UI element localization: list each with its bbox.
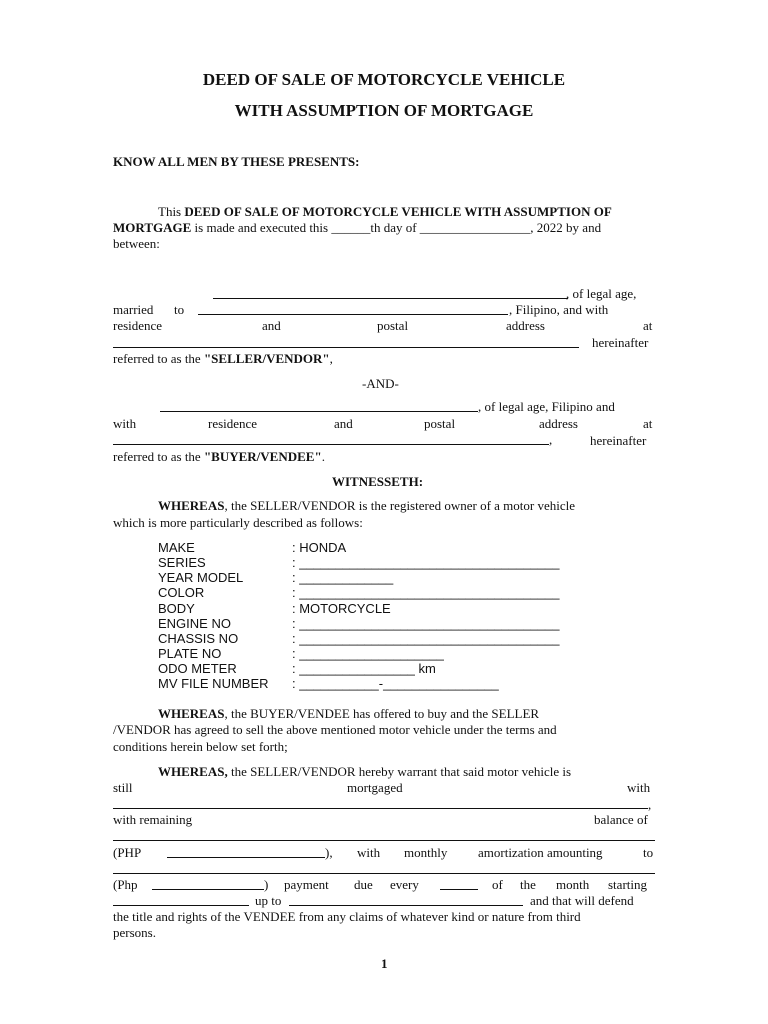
seller-referred-text: referred to as the <box>113 351 204 366</box>
w3-php-close: ), <box>325 845 333 860</box>
w3-mortgaged: mortgaged <box>347 780 403 795</box>
w3-php-open: (PHP <box>113 845 142 860</box>
doc-title-line1: DEED OF SALE OF MOTORCYCLE VEHICLE <box>202 70 566 89</box>
para1-bold2: MORTGAGE <box>113 220 192 235</box>
due-day-blank <box>440 889 478 890</box>
vehicle-label: ENGINE NO <box>158 616 231 631</box>
vehicle-value: : ____________________________________ <box>292 631 560 646</box>
seller-at: at <box>643 318 653 333</box>
w3-balance-of: balance of <box>594 812 648 827</box>
balance-words-blank <box>113 840 655 841</box>
spouse-name-blank <box>198 314 508 315</box>
seller-comma: , <box>329 351 333 366</box>
seller-address-blank <box>113 347 579 348</box>
w3-due: due <box>354 877 373 892</box>
and-separator: -AND- <box>362 376 399 391</box>
vehicle-label: COLOR <box>158 585 205 600</box>
w3-the: the <box>520 877 536 892</box>
w3-every: every <box>390 877 419 892</box>
para1-lead: This <box>158 204 185 219</box>
whereas3-rest: the SELLER/VENDOR hereby warrant that said motor vehicle is <box>227 764 572 779</box>
w3-line10: the title and rights of the VENDEE from any claims of whatever kind or nature from third <box>113 909 581 924</box>
seller-line2-end: , Filipino, and with <box>509 302 609 317</box>
para1-bold: DEED OF SALE OF MOTORCYCLE VEHICLE WITH ASSUMPTION OF <box>184 204 612 219</box>
w3-php2-close: ) <box>264 877 269 892</box>
w3-line11: persons. <box>113 925 156 940</box>
seller-residence: residence <box>113 318 163 333</box>
vehicle-value: : ____________________ <box>292 646 444 661</box>
seller-address: address <box>506 318 545 333</box>
whereas1-rest: , the SELLER/VENDOR is the registered owner of a motor vehicle <box>224 498 576 513</box>
buyer-period: . <box>321 449 325 464</box>
buyer-role: "BUYER/VENDEE" <box>203 449 322 464</box>
w3-month: month <box>556 877 590 892</box>
whereas3-bold: WHEREAS, <box>158 764 228 779</box>
seller-and: and <box>262 318 281 333</box>
seller-name-blank <box>213 298 568 299</box>
whereas2-bold: WHEREAS <box>158 706 225 721</box>
buyer-address: address <box>539 416 578 431</box>
vehicle-value: : ____________________________________ <box>292 585 560 600</box>
whereas1-bold: WHEREAS <box>158 498 225 513</box>
w3-comma: , <box>648 797 652 812</box>
para1-line1 <box>158 204 612 220</box>
whereas2-rest: , the BUYER/VENDEE has offered to buy and the SELLER <box>224 706 540 721</box>
seller-role: "SELLER/VENDOR" <box>203 351 330 366</box>
balance-amount-blank <box>167 857 325 858</box>
buyer-referred <box>113 449 325 465</box>
seller-referred <box>113 351 333 367</box>
mortgagee-blank <box>113 808 648 809</box>
buyer-address-blank <box>113 444 549 445</box>
seller-married: married <box>113 302 154 317</box>
vehicle-value: : ___________-________________ <box>292 676 499 691</box>
vehicle-label: ODO METER <box>158 661 237 676</box>
buyer-and: and <box>334 416 353 431</box>
amortization-words-blank <box>113 873 655 874</box>
vehicle-label: PLATE NO <box>158 646 222 661</box>
w3-payment: payment <box>284 877 329 892</box>
vehicle-value: : ________________ km <box>292 661 436 676</box>
vehicle-label: SERIES <box>158 555 206 570</box>
vehicle-value: : MOTORCYCLE <box>292 601 391 616</box>
w3-still: still <box>113 780 133 795</box>
para1-line2 <box>113 220 601 236</box>
start-date-blank <box>113 905 249 906</box>
vehicle-label: MV FILE NUMBER <box>158 676 269 691</box>
w3-with-remaining: with remaining <box>113 812 193 827</box>
seller-line1-end: , of legal age, <box>566 286 637 301</box>
vehicle-value: : _____________ <box>292 570 394 585</box>
vehicle-label: CHASSIS NO <box>158 631 239 646</box>
buyer-name-blank <box>160 411 478 412</box>
buyer-referred-text: referred to as the <box>113 449 204 464</box>
whereas1-line1 <box>158 498 575 514</box>
seller-to: to <box>174 302 185 317</box>
whereas2-line3: conditions herein below set forth; <box>113 739 288 754</box>
w3-starting: starting <box>608 877 647 892</box>
buyer-with: with <box>113 416 137 431</box>
page-number: 1 <box>381 956 388 971</box>
doc-title-line2: WITH ASSUMPTION OF MORTGAGE <box>234 101 534 120</box>
buyer-comma: , <box>549 432 553 447</box>
para1-rest: is made and executed this ______th day of _________________, 2022 by and <box>191 220 602 235</box>
w3-to: to <box>643 845 654 860</box>
buyer-at: at <box>643 416 653 431</box>
w3-php2-open: (Php <box>113 877 138 892</box>
whereas2-line2: /VENDOR has agreed to sell the above mentioned motor vehicle under the terms and <box>113 722 557 737</box>
seller-postal: postal <box>377 318 409 333</box>
intro-heading: KNOW ALL MEN BY THESE PRESENTS: <box>113 154 360 169</box>
seller-hereinafter: hereinafter <box>592 335 649 350</box>
amortization-amount-blank <box>152 889 264 890</box>
vehicle-label: YEAR MODEL <box>158 570 244 585</box>
whereas1-line2: which is more particularly described as follows: <box>113 515 363 530</box>
w3-with: with <box>627 780 651 795</box>
vehicle-value: : HONDA <box>292 540 347 555</box>
whereas2-line1 <box>158 706 539 722</box>
w3-up-to: up to <box>255 893 282 908</box>
para1-line3: between: <box>113 236 160 251</box>
buyer-postal: postal <box>424 416 456 431</box>
w3-monthly: monthly <box>404 845 448 860</box>
vehicle-label: MAKE <box>158 540 195 555</box>
vehicle-label: BODY <box>158 601 195 616</box>
buyer-hereinafter: hereinafter <box>590 433 647 448</box>
whereas3-line1 <box>158 764 571 780</box>
end-date-blank <box>289 905 523 906</box>
buyer-residence: residence <box>208 416 258 431</box>
w3-amortization: amortization amounting <box>478 845 603 860</box>
w3-defend: and that will defend <box>530 893 634 908</box>
vehicle-value: : ____________________________________ <box>292 616 560 631</box>
vehicle-value: : ____________________________________ <box>292 555 560 570</box>
buyer-line1-end: , of legal age, Filipino and <box>478 399 615 414</box>
w3-of: of <box>492 877 503 892</box>
w3-with2: with <box>357 845 381 860</box>
witnesseth-heading: WITNESSETH: <box>332 474 424 489</box>
